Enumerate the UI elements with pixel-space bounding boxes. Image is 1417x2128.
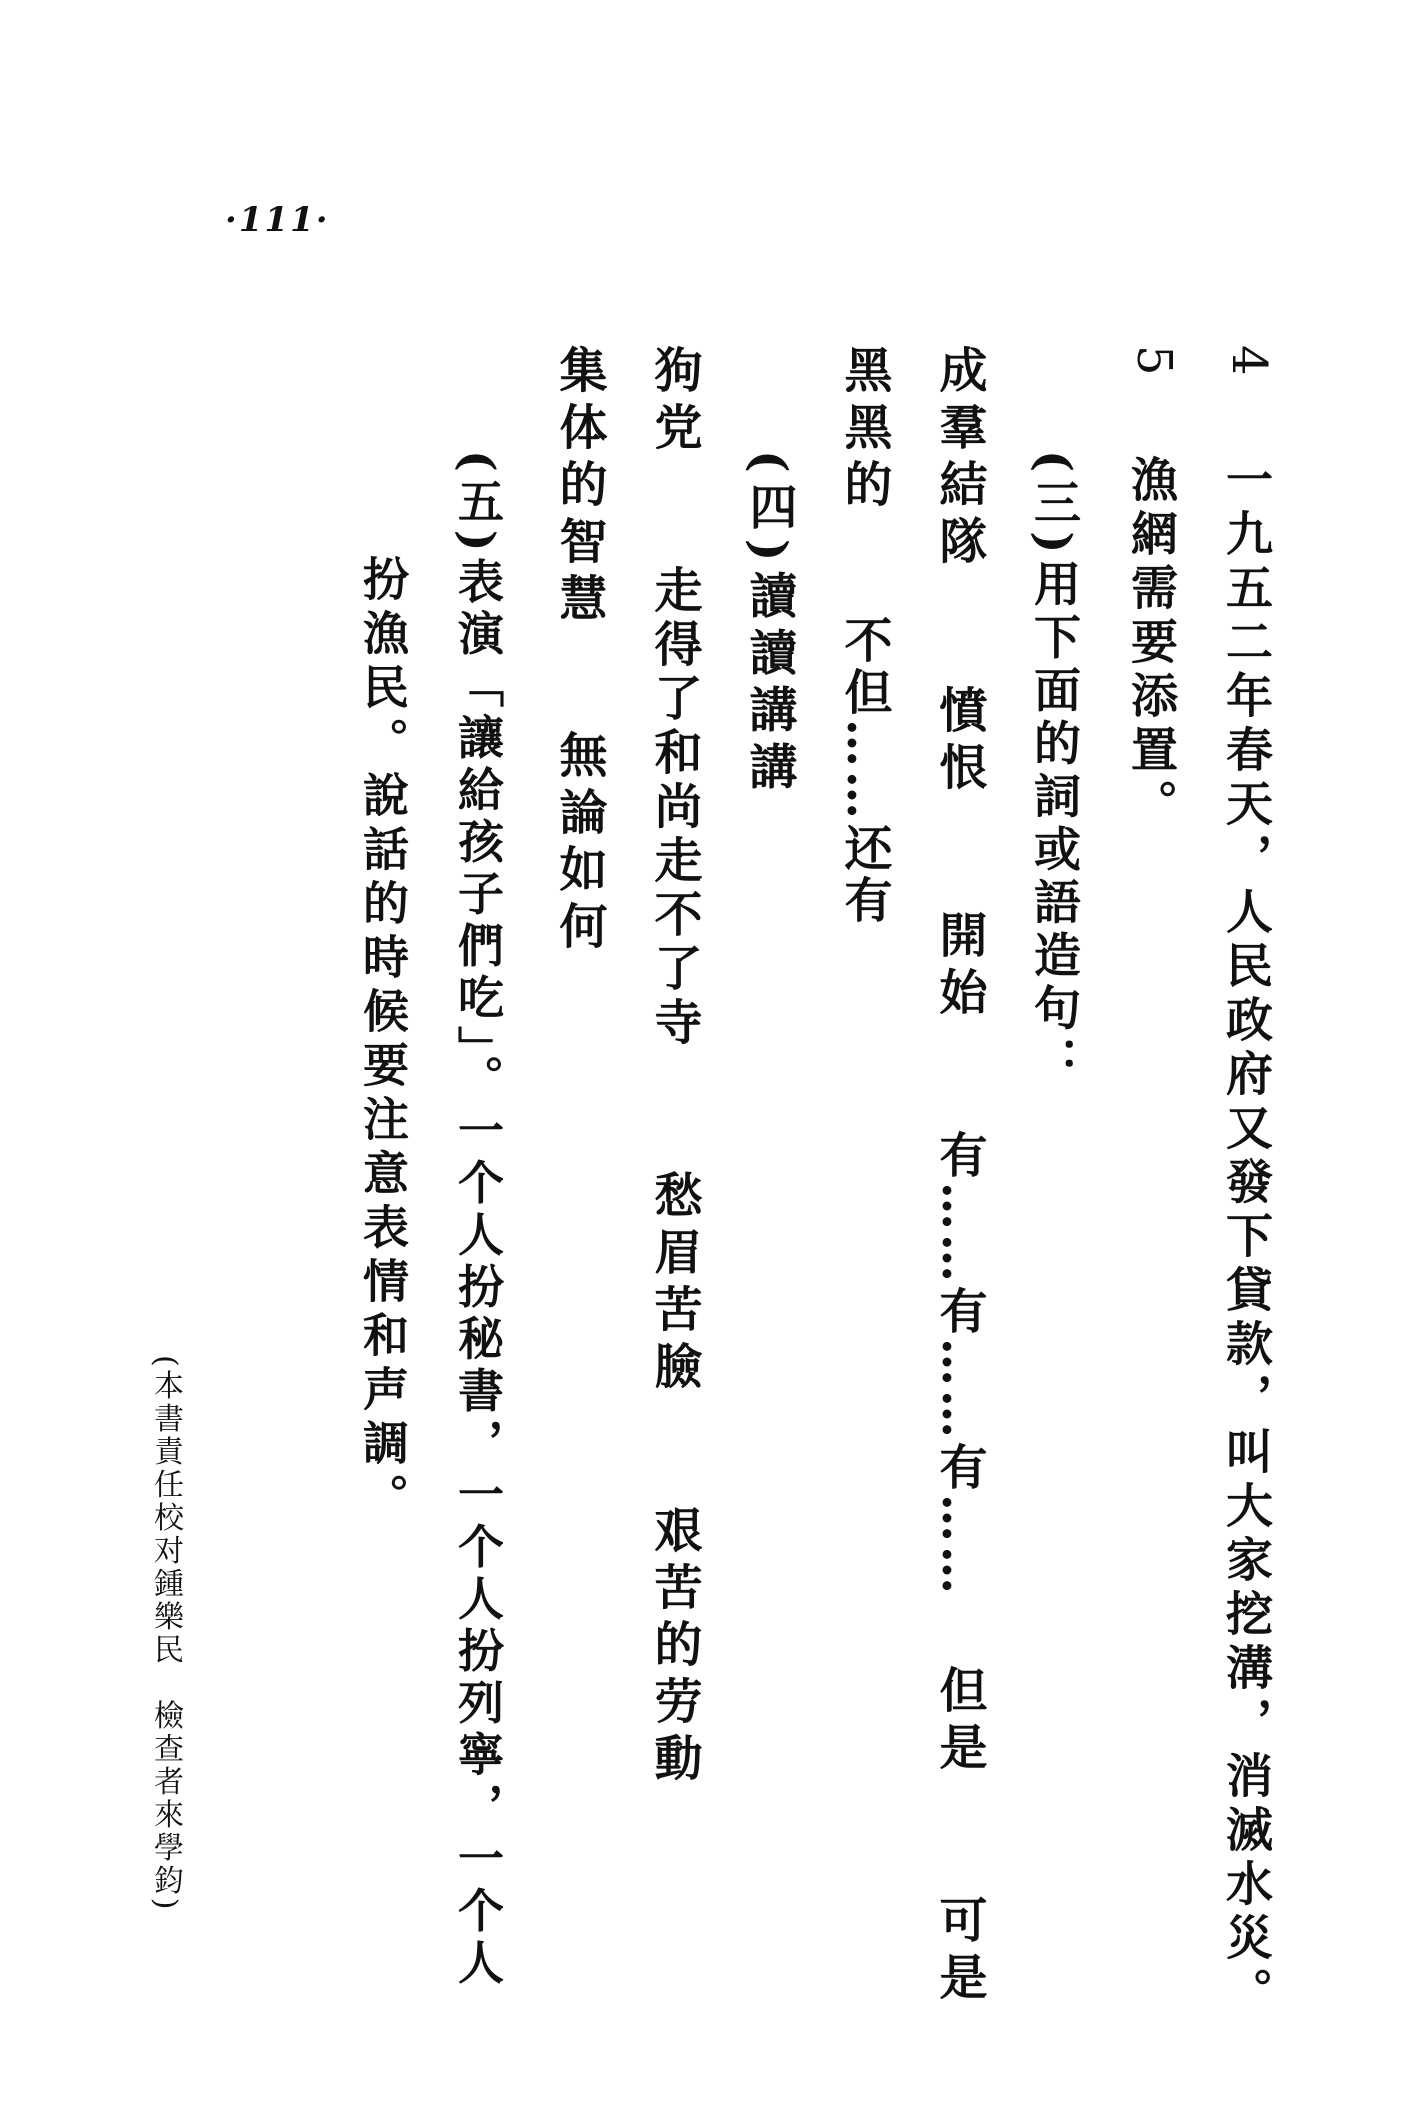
item-4-number: 4 (1221, 345, 1277, 376)
vocab-item: 愁眉苦臉 (646, 1170, 702, 1398)
vocab-item: 成羣結隊 (931, 345, 987, 573)
item-4 (1221, 345, 1277, 376)
section-5-line-1: (五)表演「讓給孩子們吃」。一个人扮秘書，一个人扮列寧，一个人 (451, 450, 505, 1991)
section-4-heading: (四)讀讀講講 (741, 450, 797, 799)
colophon: (本書責任校对鍾樂民 檢查者來學鈞) (148, 1355, 183, 1913)
section-3-heading: (三)用下面的詞或語造句： (1026, 450, 1081, 1090)
vocab-item: 黑黑的 (836, 345, 892, 516)
section-5-line-2: 扮漁民。說話的時候要注意表情和声調。 (356, 555, 410, 1527)
page-number: ·111· (225, 200, 330, 240)
item-5-number: 5 (1126, 345, 1182, 376)
item-5-text: 漁網需要添置。 (1123, 455, 1178, 833)
vocab-item: 憤恨 (931, 685, 987, 799)
vocab-item: 可是 (931, 1895, 987, 2009)
vocab-item: 狗党 (646, 345, 702, 459)
vocab-item: 開始 (931, 910, 987, 1024)
vocab-item: 走得了和尚走不了寺 (646, 565, 702, 1051)
vocab-item: 不但……还有 (836, 615, 892, 927)
item-4-text: 一九五二年春天，人民政府又發下貸款，叫大家挖溝，消滅水災。 (1218, 455, 1273, 2021)
vocab-item: 無論如何 (551, 730, 607, 958)
vocab-item: 艰苦的劳動 (646, 1505, 702, 1790)
vocab-item: 有……有……有…… (931, 1130, 987, 1598)
item-5 (1126, 345, 1182, 376)
vocab-item: 集体的智慧 (551, 345, 607, 630)
vocab-item: 但是 (931, 1665, 987, 1779)
